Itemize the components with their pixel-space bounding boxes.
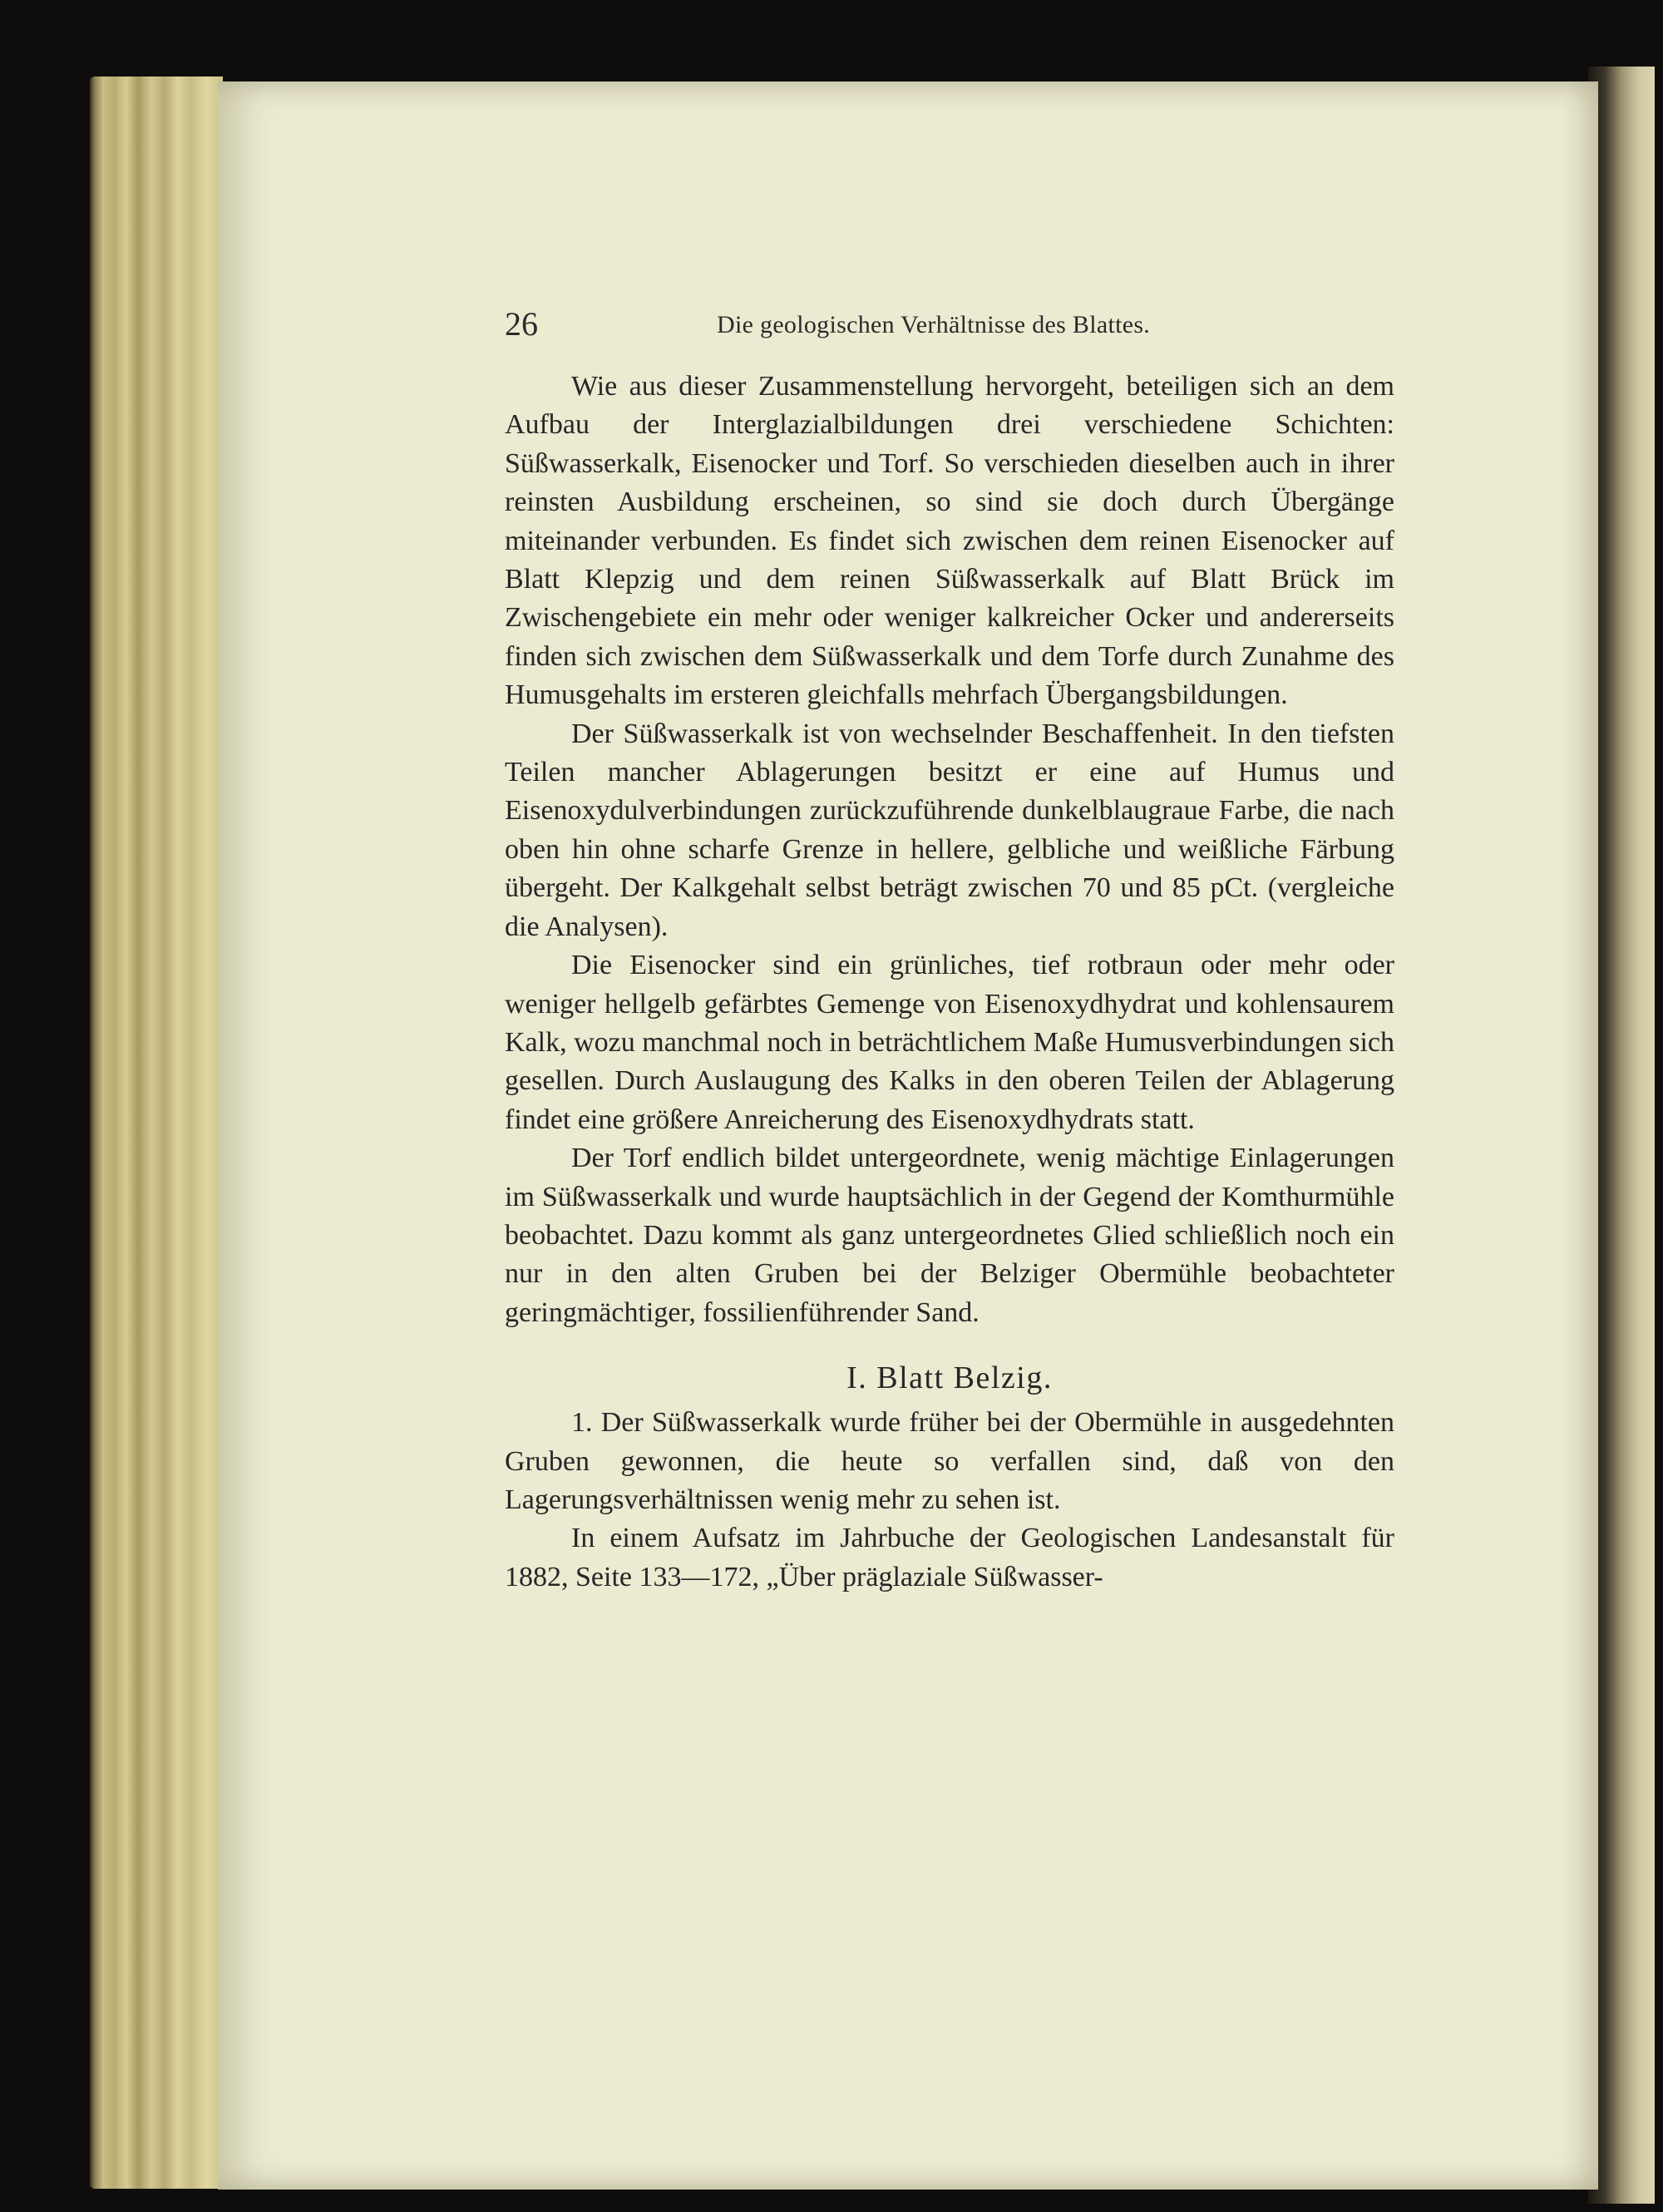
section-paragraph-2: In einem Aufsatz im Jahrbuche der Geologischen Landesanstalt für 1882, Seite 133—172, „Über präglaziale Süßwasser-	[505, 1523, 1394, 1592]
page-header	[505, 306, 1185, 343]
paragraph-4: Der Torf endlich bildet untergeordnete, wenig mächtige Einlagerungen im Süßwasserkalk und wurde hauptsächlich in der Gegend der Komthurmühle beobachtet. Dazu kommt als ganz untergeordnetes Glied schließlich noch ein nur in den alten Gruben bei der Belziger Obermühle beobachteter geringmächtiger, fossilienführender Sand.	[505, 1143, 1394, 1328]
paragraph-2: Der Süßwasserkalk ist von wechselnder Beschaffenheit. In den tiefsten Teilen mancher Ablagerungen besitzt er eine auf Humus und Eisenoxydulverbindungen zurückzuführende dunkelblaugraue Farbe, die nach oben hin ohne scharfe Grenze in hellere, gelbliche und weißliche Färbung übergeht. Der Kalkgehalt selbst beträgt zwischen 70 und 85 pCt. (vergleiche die Analysen).	[505, 718, 1394, 942]
page-number: 26	[505, 305, 538, 343]
section-heading: I. Blatt Belzig.	[846, 1360, 1053, 1396]
paragraph-3: Die Eisenocker sind ein grünliches, tief rotbraun oder mehr oder weniger hellgelb gefärbtes Gemenge von Eisenoxydhydrat und kohlensaurem Kalk, wozu manchmal noch in beträchtlichem Maße Humusverbindungen sich gesellen. Durch Auslaugung des Kalks in den oberen Teilen der Ablagerung findet eine größere Anreicherung des Eisenoxydhydrats statt.	[505, 950, 1394, 1135]
paragraph-1: Wie aus dieser Zusammenstellung hervorgeht, beteiligen sich an dem Aufbau der Interglazialbildungen drei verschiedene Schichten: Süßwasserkalk, Eisenocker und Torf. So verschieden dieselben auch in ihrer reinsten Ausbildung erscheinen, so sind sie doch durch Übergänge miteinander verbunden. Es findet sich zwischen dem reinen Eisenocker auf Blatt Klepzig und dem reinen Süßwasserkalk auf Blatt Brück im Zwischengebiete ein mehr oder weniger kalkreicher Ocker und andererseits finden sich zwischen dem Süßwasserkalk und dem Torfe durch Zunahme des Humusgehalts im ersteren gleichfalls mehrfach Übergangsbildungen.	[505, 371, 1394, 711]
running-title: Die geologischen Verhältnisse des Blattes.	[717, 311, 1151, 338]
section-paragraph-1: 1. Der Süßwasserkalk wurde früher bei der Obermühle in ausgedehnten Gruben gewonnen, die heute so verfallen sind, daß von den Lagerungsverhältnissen wenig mehr zu sehen ist.	[505, 1407, 1394, 1515]
book-page-edges	[90, 77, 223, 2189]
facing-page-edge	[1588, 67, 1655, 2204]
body-text	[505, 368, 1394, 1597]
